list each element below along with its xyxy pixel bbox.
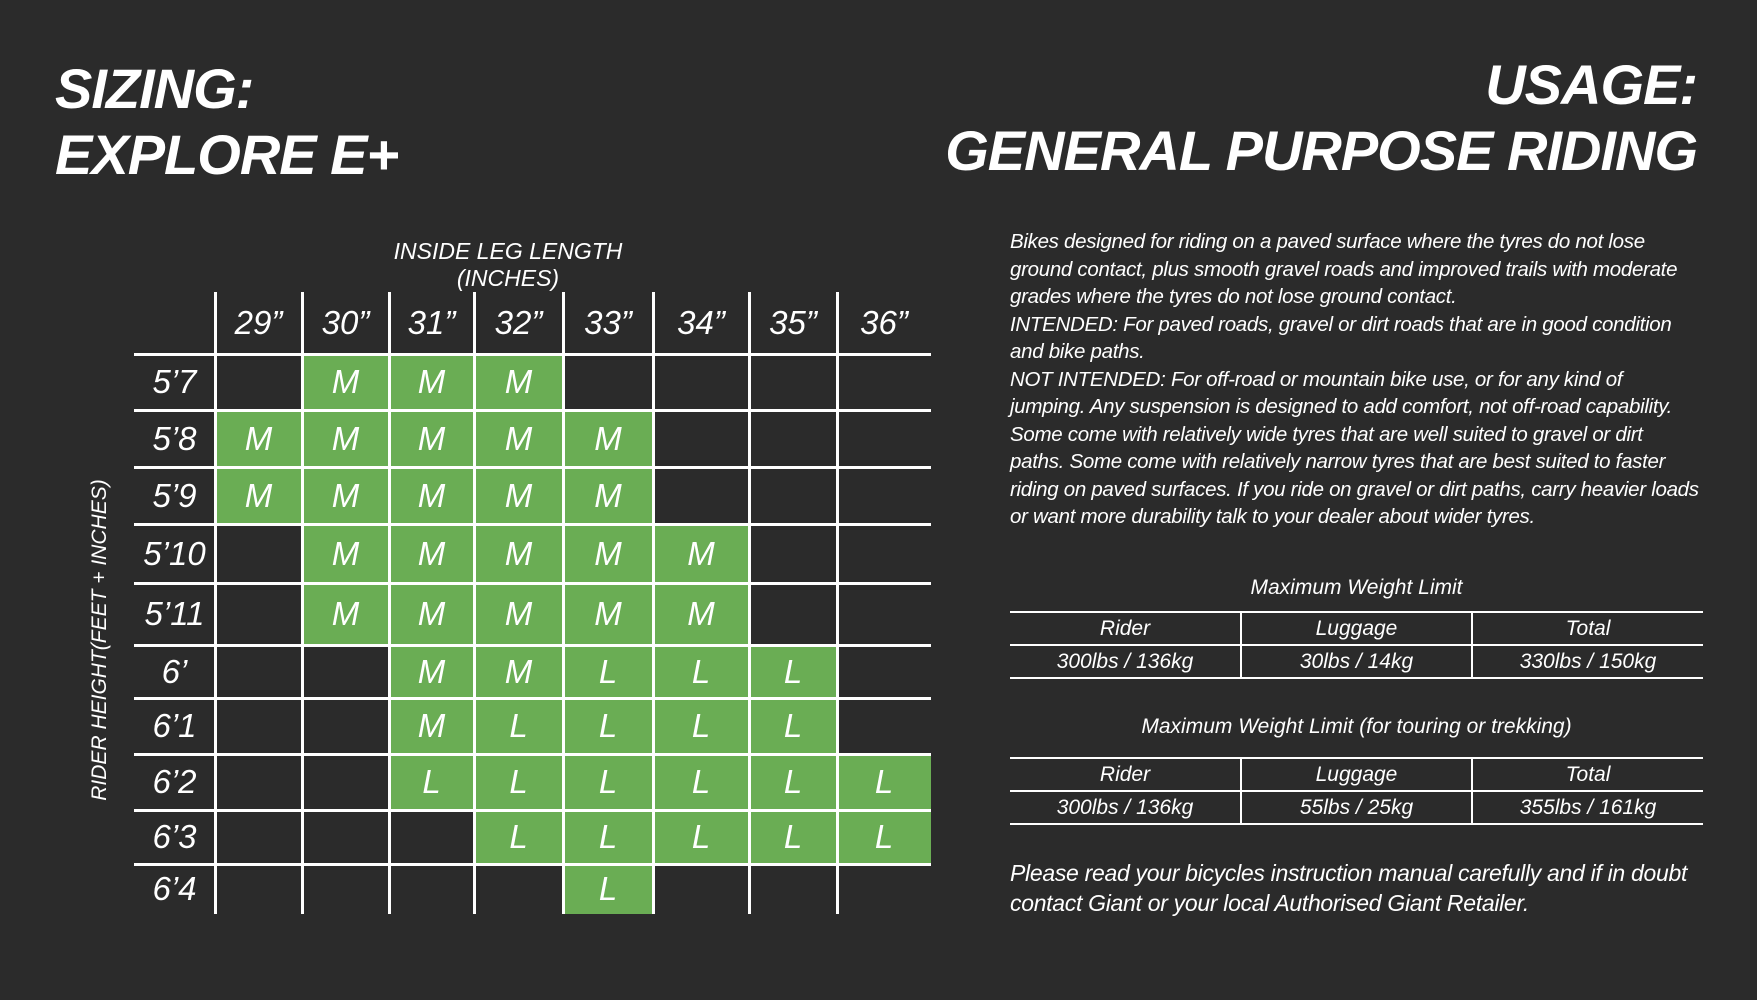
row-height-label: 6’3	[152, 818, 197, 855]
weight-value-luggage: 30lbs / 14kg	[1241, 645, 1472, 678]
grid-line-horizontal	[134, 409, 931, 412]
size-cell-m: M	[474, 410, 563, 467]
empty-cell	[302, 698, 389, 754]
grid-line-horizontal	[134, 582, 931, 585]
size-cell-m: M	[563, 524, 653, 583]
row-height-label: 6’1	[152, 707, 197, 744]
touring-weight-limit-caption: Maximum Weight Limit (for touring or trekking)	[1141, 715, 1572, 738]
empty-cell	[215, 524, 302, 583]
size-cell-l: L	[474, 698, 563, 754]
size-cell-l: L	[563, 698, 653, 754]
row-height-label: 6’4	[152, 870, 197, 907]
size-cell-l: L	[653, 698, 749, 754]
size-cell-m: M	[389, 583, 474, 645]
empty-cell	[302, 864, 389, 914]
footer-note: Please read your bicycles instruction manual carefully and if in doubt contact Giant or your local Authorised Giant Retailer.	[1010, 860, 1688, 916]
size-cell-m: M	[302, 410, 389, 467]
weight-value-total: 330lbs / 150kg	[1472, 645, 1703, 678]
size-cell-l: L	[563, 645, 653, 698]
column-leg-length-header: 29”	[234, 304, 283, 341]
empty-cell	[837, 354, 931, 410]
grid-line-horizontal	[134, 809, 931, 812]
empty-cell	[215, 583, 302, 645]
size-cell-m: M	[302, 354, 389, 410]
empty-cell	[749, 410, 837, 467]
usage-title-line-2: GENERAL PURPOSE RIDING	[945, 119, 1697, 182]
size-cell-m: M	[474, 645, 563, 698]
empty-cell	[215, 698, 302, 754]
touring-weight-value-luggage: 55lbs / 25kg	[1241, 791, 1472, 824]
grid-line-horizontal	[134, 353, 931, 356]
touring-weight-header-row	[1010, 758, 1703, 791]
empty-cell	[474, 864, 563, 914]
size-cell-m: M	[302, 467, 389, 524]
row-height-label: 6’2	[152, 763, 197, 800]
empty-cell	[653, 354, 749, 410]
size-cell-l: L	[749, 698, 837, 754]
usage-intended-text: INTENDED: For paved roads, gravel or dirt roads that are in good condition and bike paths.	[1010, 312, 1672, 363]
empty-cell	[302, 810, 389, 864]
empty-cell	[749, 864, 837, 914]
row-height-label: 5’11	[144, 595, 205, 632]
size-cell-l: L	[474, 754, 563, 810]
inside-leg-axis-label: INSIDE LEG LENGTH (INCHES)	[393, 238, 623, 291]
empty-cell	[749, 467, 837, 524]
weight-limit-table	[1010, 611, 1703, 679]
grid-line-vertical	[652, 292, 655, 914]
grid-line-horizontal	[134, 863, 931, 866]
touring-weight-header-rider: Rider	[1010, 758, 1241, 791]
empty-cell	[749, 583, 837, 645]
column-leg-length-header: 34”	[677, 304, 725, 341]
empty-cell	[837, 645, 931, 698]
empty-cell	[837, 864, 931, 914]
usage-not-intended-text: NOT INTENDED: For off-road or mountain bike use, or for any kind of jumping. Any suspension is designed to add comfort, not off-road capability. Some come with relatively wide tyres that are well suited to gravel or dirt paths. Some come with relatively narrow tyres that are best suited to faster riding on paved surfaces. If you ride on gravel or dirt paths, carry heavier loads or want more durability talk to your dealer about wider tyres.	[1010, 367, 1699, 528]
column-leg-length-header: 31”	[407, 304, 456, 341]
size-cell-m: M	[474, 354, 563, 410]
empty-cell	[215, 754, 302, 810]
touring-weight-header-total: Total	[1472, 758, 1703, 791]
empty-cell	[837, 524, 931, 583]
size-cell-m: M	[215, 410, 302, 467]
usage-title	[945, 52, 1697, 184]
empty-cell	[653, 410, 749, 467]
touring-weight-value-row	[1010, 791, 1703, 824]
grid-line-vertical	[562, 292, 565, 914]
empty-cell	[215, 810, 302, 864]
size-cell-l: L	[389, 754, 474, 810]
column-leg-length-header: 30”	[321, 304, 370, 341]
empty-cell	[749, 524, 837, 583]
row-height-label: 5’9	[152, 476, 197, 514]
empty-cell	[837, 698, 931, 754]
size-cell-l: L	[653, 754, 749, 810]
sizing-title-line-2: EXPLORE E+	[55, 123, 399, 186]
row-height-label: 5’8	[152, 419, 197, 457]
grid-line-vertical	[836, 292, 839, 914]
empty-cell	[837, 583, 931, 645]
grid-line-horizontal	[134, 466, 931, 469]
weight-header-total: Total	[1472, 612, 1703, 645]
row-height-label: 5’7	[152, 363, 197, 400]
empty-cell	[653, 467, 749, 524]
touring-weight-value-rider: 300lbs / 136kg	[1010, 791, 1241, 824]
size-cell-m: M	[389, 410, 474, 467]
weight-limit-caption: Maximum Weight Limit	[1250, 576, 1463, 599]
size-cell-m: M	[653, 583, 749, 645]
weight-limit-value-row	[1010, 645, 1703, 678]
size-cell-m: M	[474, 467, 563, 524]
size-cell-m: M	[389, 467, 474, 524]
size-cell-m: M	[389, 524, 474, 583]
size-cell-m: M	[563, 583, 653, 645]
sizing-title-line-1: SIZING:	[55, 57, 254, 120]
size-cell-l: L	[837, 810, 931, 864]
usage-description	[1010, 228, 1700, 531]
grid-line-horizontal	[134, 644, 931, 647]
empty-cell	[302, 754, 389, 810]
column-leg-length-header: 33”	[584, 304, 632, 341]
empty-cell	[837, 410, 931, 467]
size-cell-l: L	[563, 864, 653, 914]
grid-line-vertical	[473, 292, 476, 914]
usage-description-text: Bikes designed for riding on a paved surface where the tyres do not lose ground contact, plus smooth gravel roads and improved trails with moderate grades where the tyres do not lose ground contact.	[1010, 230, 1678, 308]
empty-cell	[302, 645, 389, 698]
size-cell-m: M	[302, 524, 389, 583]
weight-header-luggage: Luggage	[1241, 612, 1472, 645]
grid-line-vertical	[214, 292, 217, 914]
size-cell-l: L	[749, 754, 837, 810]
size-cell-m: M	[389, 354, 474, 410]
grid-line-vertical	[748, 292, 751, 914]
grid-line-vertical	[301, 292, 304, 914]
empty-cell	[563, 354, 653, 410]
grid-line-vertical	[388, 292, 391, 914]
weight-limit-header-row	[1010, 612, 1703, 645]
empty-cell	[389, 864, 474, 914]
empty-cell	[837, 467, 931, 524]
size-cell-l: L	[749, 810, 837, 864]
size-cell-l: L	[837, 754, 931, 810]
rider-height-axis-label: RIDER HEIGHT(FEET + INCHES)	[88, 479, 111, 801]
size-cell-m: M	[563, 410, 653, 467]
column-leg-length-header: 36”	[860, 304, 908, 341]
weight-header-rider: Rider	[1010, 612, 1241, 645]
usage-title-line-1: USAGE:	[1485, 53, 1697, 116]
empty-cell	[215, 645, 302, 698]
empty-cell	[215, 864, 302, 914]
empty-cell	[389, 810, 474, 864]
size-cell-l: L	[653, 810, 749, 864]
grid-line-horizontal	[134, 523, 931, 526]
column-leg-length-header: 32”	[494, 304, 543, 341]
size-cell-l: L	[749, 645, 837, 698]
touring-weight-value-total: 355lbs / 161kg	[1472, 791, 1703, 824]
grid-line-horizontal	[134, 753, 931, 756]
size-cell-m: M	[389, 698, 474, 754]
grid-line-horizontal	[134, 697, 931, 700]
size-cell-l: L	[474, 810, 563, 864]
size-cell-m: M	[302, 583, 389, 645]
size-cell-l: L	[563, 754, 653, 810]
weight-value-rider: 300lbs / 136kg	[1010, 645, 1241, 678]
size-cell-m: M	[215, 467, 302, 524]
size-cell-l: L	[653, 645, 749, 698]
size-cell-m: M	[474, 583, 563, 645]
empty-cell	[653, 864, 749, 914]
size-cell-l: L	[563, 810, 653, 864]
empty-cell	[215, 354, 302, 410]
size-cell-m: M	[389, 645, 474, 698]
row-height-label: 6’	[161, 652, 188, 690]
size-cell-m: M	[563, 467, 653, 524]
empty-cell	[749, 354, 837, 410]
touring-weight-limit-table	[1010, 757, 1703, 825]
size-cell-m: M	[474, 524, 563, 583]
size-cell-m: M	[653, 524, 749, 583]
row-height-label: 5’10	[143, 534, 206, 572]
column-leg-length-header: 35”	[769, 304, 817, 341]
touring-weight-header-luggage: Luggage	[1241, 758, 1472, 791]
